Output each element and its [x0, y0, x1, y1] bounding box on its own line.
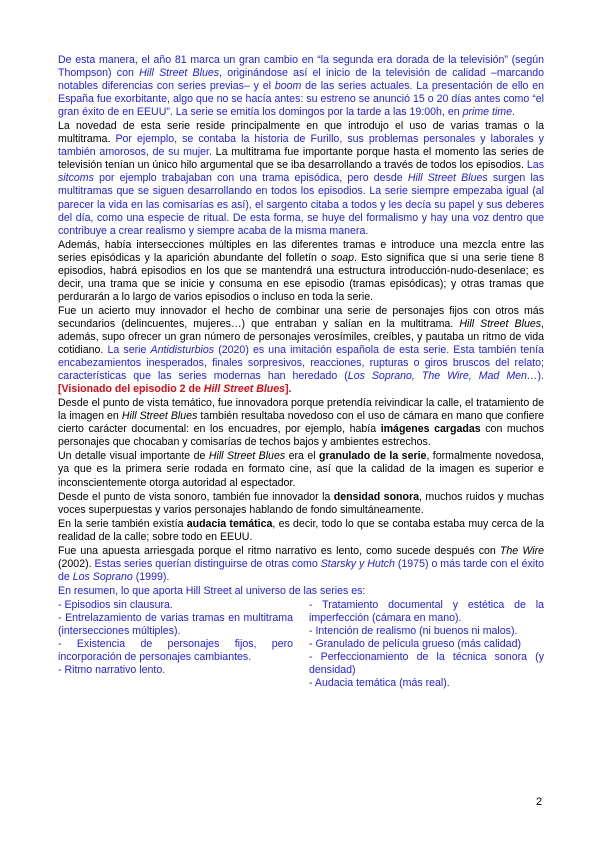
text-segment: ].	[285, 383, 292, 396]
text-segment: (1975) o más tarde con el éxito de	[58, 557, 544, 583]
text-segment: ).	[537, 370, 545, 383]
text-segment: Hill Street Blues	[459, 317, 542, 330]
summary-item: - Tratamiento documental y estética de la imperfección (cámara en mano).	[309, 598, 544, 624]
text-segment: Estas series querían distinguirse de otras como	[94, 557, 321, 570]
paragraph-visual	[58, 397, 544, 449]
text-segment: Hill Street Blues	[208, 450, 286, 463]
text-segment: con muchos personajes que chocaban y comisarías de techos bajos y ambientes estrechos.	[58, 423, 545, 449]
summary-item: - Ritmo narrativo lento.	[58, 664, 166, 677]
paragraph-apuesta	[58, 545, 544, 584]
paragraph-intro	[58, 54, 544, 119]
text-segment: En la serie también existía	[58, 517, 187, 530]
text-segment: . Esto significa que si una serie tiene 8 episodios, habrá episodios en los que se mantendrá una estructura introducción-nudo-desenlace; es decir, una trama que se inicie y consuma en ese episodio (tramas episódicas); y otras tramas que perdurarán a lo largo de varios episodios o incluso en toda la serie.	[58, 251, 544, 303]
text-segment: Hill Street Blues	[121, 410, 198, 423]
summary-item: - Intención de realismo (ni buenos ni malos).	[309, 625, 518, 638]
text-segment: prime time	[462, 106, 513, 119]
text-segment: En resumen, lo que aporta Hill Street al universo de las series es:	[58, 584, 366, 597]
text-segment: sitcoms	[58, 172, 94, 185]
text-segment: , originándose así el inicio de la televisión de calidad –marcando notables diferencias con series previas– y el	[58, 67, 545, 93]
text-segment: por ejemplo trabajaban con una trama episódica, pero desde	[93, 172, 408, 185]
paragraphs	[58, 54, 544, 598]
text-segment: , muchos ruidos y muchas voces superpuestas y varios personajes hablando de fondo simultáneamente.	[58, 490, 544, 516]
text-segment: [Visionado del episodio 2 de	[58, 383, 204, 396]
text-segment: De esta manera, el año 81 marca un gran cambio en “la segunda era dorada de la televisión” (según Thompson) con	[58, 54, 544, 80]
text-segment: , formalmente novedosa, ya que es la primera serie rodada en formato cine, así que la calidad de la imagen es superior e inconscientemente otorga autoridad al espectador.	[58, 450, 544, 489]
text-segment: (2020) es una imitación española de esta serie. Esta también tenía encabezamientos inesperados, finales sorpresivos, reacciones, rupturas o giros bruscos del relato; características que las series modernas han heredado (	[58, 344, 544, 383]
summary-item: - Perfeccionamiento de la técnica sonora (y densidad)	[309, 651, 544, 677]
text-segment: Las	[526, 159, 544, 172]
summary-list	[58, 599, 544, 690]
text-segment: Antidisturbios	[150, 344, 215, 357]
text-segment: (2002).	[58, 557, 95, 570]
page-number: 2	[536, 796, 543, 808]
text-segment: boom	[274, 80, 302, 93]
summary-item: - Existencia de personajes fijos, pero incorporación de personajes cambiantes.	[58, 638, 293, 664]
text-segment: Hill Street Blues	[203, 383, 286, 396]
text-segment: Hill Street Blues	[407, 172, 488, 185]
text-segment: soap	[331, 251, 354, 264]
paragraph-granulado	[58, 450, 544, 489]
text-segment: surgen las multitramas que se siguen desarrollando en todos los episodios. La serie siempre empezaba igual (al parecer la vida en las comisarías es así), el sargento citaba a todos y les decía su papel y sus deberes del día, como una especie de ritual. De esta forma, se huye del formalismo y hay una voz dentro que contribuye a crear realismo y siempre acaba de la misma manera.	[58, 172, 544, 237]
text-segment: La serie	[107, 344, 151, 357]
summary-item: - Entrelazamiento de varias tramas en multitrama (intersecciones múltiples).	[58, 611, 293, 638]
text-segment: .	[512, 106, 515, 119]
text-segment: The Wire	[499, 544, 544, 557]
summary-item: - Episodios sin clausura.	[58, 598, 173, 611]
summary-item: - Audacia temática (más real).	[309, 677, 450, 690]
text-segment: Starsky y Hutch	[320, 557, 395, 570]
text-segment: Fue una apuesta arriesgada porque el ritmo narrativo es lento, como sucede después con	[58, 544, 500, 557]
text-segment: granulado de la serie	[319, 450, 427, 463]
text-segment: Fue un acierto muy innovador el hecho de combinar una serie de personajes fijos con otros más secundarios (delincuentes, mujeres…) que entraban y salían en la multitrama.	[58, 304, 544, 330]
text-segment: Un detalle visual importante de	[58, 450, 209, 463]
text-segment: también resultaba novedoso con el uso de cámara en mano que confiere cierto carácter documental: en los encuadres, por ejemplo, había	[58, 410, 544, 436]
text-segment: Los Soprano	[72, 570, 133, 583]
text-segment: Por ejemplo, se contaba la historia de Furillo, sus problemas personales y laborales y también amorosos, de su mujer.	[58, 133, 544, 159]
text-segment: era el	[285, 450, 319, 463]
text-segment: La multitrama fue importante porque hasta el momento las series de televisión tenían un único hilo argumental que se iba desarrollando a través de todos los episodios.	[58, 146, 544, 172]
text-segment: , es decir, todo lo que se contaba estaba muy cerca de la realidad de la calle; sobre todo en EEUU.	[58, 517, 545, 543]
text-segment: Los Soprano, The Wire, Mad Men…	[347, 370, 538, 383]
text-segment: Desde el punto de vista temático, fue innovadora porque pretendía reivindicar la calle, el tratamiento de la imagen en	[58, 397, 544, 423]
text-segment: (1999).	[132, 570, 170, 583]
text-segment: densidad sonora	[333, 490, 419, 503]
summary-list-right	[309, 599, 544, 690]
text-segment: imágenes cargadas	[380, 423, 481, 436]
paragraph-audacia	[58, 518, 544, 544]
summary-item: - Granulado de película grueso (más calidad)	[309, 638, 521, 651]
paragraph-sonoro	[58, 491, 544, 517]
summary-list-left	[58, 599, 293, 690]
text-segment: , además, supo ofrecer un gran número de personajes verosímiles, creíbles, y pautaba un ritmo de vida cotidiano.	[58, 317, 544, 357]
paragraph-novedad	[58, 120, 544, 237]
paragraph-acierto	[58, 305, 544, 396]
text-segment: Además, había intersecciones múltiples en las diferentes tramas e introduce una mezcla entre las series episódicas y la aparición abundante del folletín o	[58, 238, 544, 264]
text-segment: La novedad de esta serie reside principalmente en que introdujo el uso de varias tramas o la multitrama.	[58, 120, 544, 146]
text-segment: audacia temática	[186, 517, 273, 530]
text-segment: de las series actuales. La presentación de ello en España fue exorbitante, algo que no se hacía antes: su estreno se anunció 15 o 20 días antes como “el gran éxito de en EEUU”. La serie se emitía los domingos por la tarde a las 19:00h, en	[58, 80, 544, 119]
text-segment: Desde el punto de vista sonoro, también fue innovador la	[58, 490, 334, 503]
paragraph-intersecciones	[58, 239, 544, 304]
paragraph-resumen	[58, 585, 544, 598]
text-segment: Hill Street Blues	[139, 67, 220, 80]
document-body	[58, 54, 544, 690]
